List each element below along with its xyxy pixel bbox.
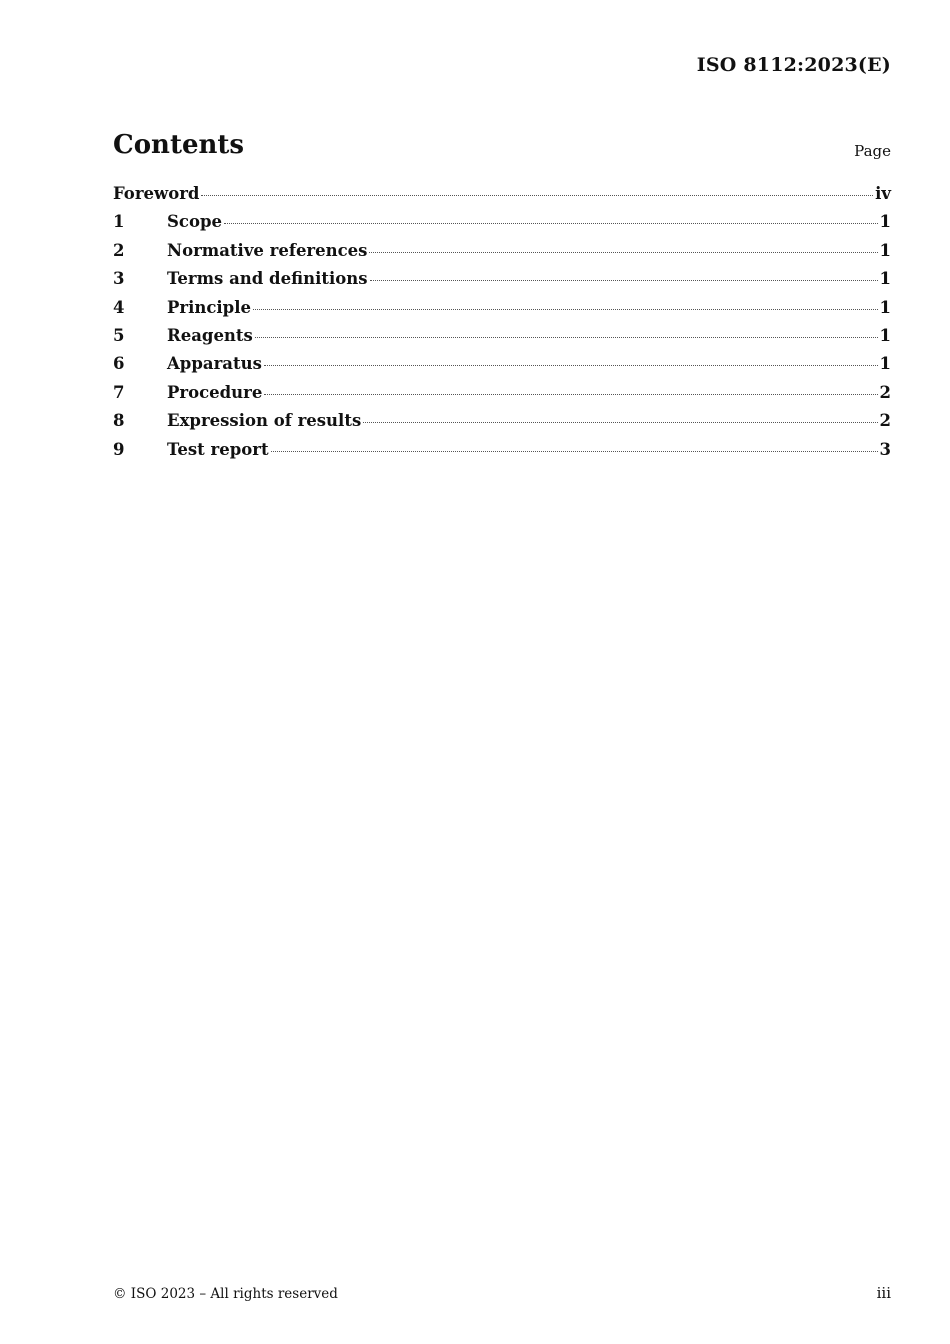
- toc-entry-page[interactable]: 1: [879, 297, 891, 317]
- toc-entry-number: 8: [113, 411, 125, 431]
- toc-entry-title[interactable]: Apparatus: [167, 354, 262, 374]
- toc-leader-dots: [253, 309, 878, 310]
- toc-entry-scope[interactable]: [113, 212, 891, 240]
- contents-header: [113, 130, 891, 166]
- table-of-contents: [113, 184, 891, 468]
- toc-entry-number: 3: [113, 269, 125, 289]
- document-id: ISO 8112:2023(E): [696, 54, 891, 76]
- toc-entry-expression-of-results[interactable]: [113, 411, 891, 439]
- toc-leader-dots: [271, 451, 878, 452]
- toc-entry-title[interactable]: Expression of results: [167, 411, 362, 431]
- toc-leader-dots: [370, 280, 878, 281]
- toc-entry-number: 4: [113, 297, 125, 317]
- toc-entry-terms-and-definitions[interactable]: [113, 269, 891, 297]
- toc-leader-dots: [264, 394, 877, 395]
- toc-entry-page[interactable]: 3: [879, 439, 891, 459]
- toc-entry-title[interactable]: Foreword: [113, 184, 200, 203]
- toc-entry-normative-references[interactable]: [113, 241, 891, 269]
- toc-entry-number: 1: [113, 212, 125, 232]
- toc-entry-page[interactable]: 1: [879, 354, 891, 374]
- toc-leader-dots: [201, 195, 873, 196]
- toc-entry-procedure[interactable]: [113, 383, 891, 411]
- contents-title: Contents: [113, 130, 245, 160]
- toc-entry-title[interactable]: Scope: [167, 212, 223, 232]
- toc-entry-principle[interactable]: [113, 298, 891, 326]
- toc-entry-page[interactable]: 2: [879, 411, 891, 431]
- toc-entry-number: 2: [113, 240, 125, 260]
- toc-entry-number: 9: [113, 439, 125, 459]
- toc-entry-page[interactable]: iv: [875, 184, 891, 203]
- toc-entry-page[interactable]: 1: [879, 240, 891, 260]
- page-column-label: Page: [854, 142, 891, 160]
- toc-entry-reagents[interactable]: [113, 326, 891, 354]
- toc-entry-page[interactable]: 1: [879, 269, 891, 289]
- toc-leader-dots: [255, 337, 878, 338]
- toc-entry-title[interactable]: Procedure: [167, 382, 263, 402]
- toc-entry-number: 7: [113, 382, 125, 402]
- toc-leader-dots: [264, 365, 878, 366]
- toc-entry-page[interactable]: 1: [879, 212, 891, 232]
- footer-page-number: iii: [876, 1284, 891, 1302]
- toc-entry-test-report[interactable]: [113, 440, 891, 468]
- toc-entry-number: 5: [113, 325, 125, 345]
- toc-entry-page[interactable]: 1: [879, 325, 891, 345]
- toc-entry-foreword[interactable]: [113, 184, 891, 212]
- toc-entry-title[interactable]: Normative references: [167, 240, 368, 260]
- toc-entry-number: 6: [113, 354, 125, 374]
- toc-leader-dots: [224, 223, 878, 224]
- toc-entry-title[interactable]: Test report: [167, 439, 269, 459]
- toc-leader-dots: [363, 422, 877, 423]
- toc-entry-apparatus[interactable]: [113, 354, 891, 382]
- footer-copyright: © ISO 2023 – All rights reserved: [113, 1286, 338, 1302]
- toc-entry-title[interactable]: Reagents: [167, 325, 253, 345]
- toc-entry-title[interactable]: Principle: [167, 297, 251, 317]
- toc-leader-dots: [369, 252, 877, 253]
- toc-entry-title[interactable]: Terms and definitions: [167, 269, 368, 289]
- toc-entry-page[interactable]: 2: [879, 382, 891, 402]
